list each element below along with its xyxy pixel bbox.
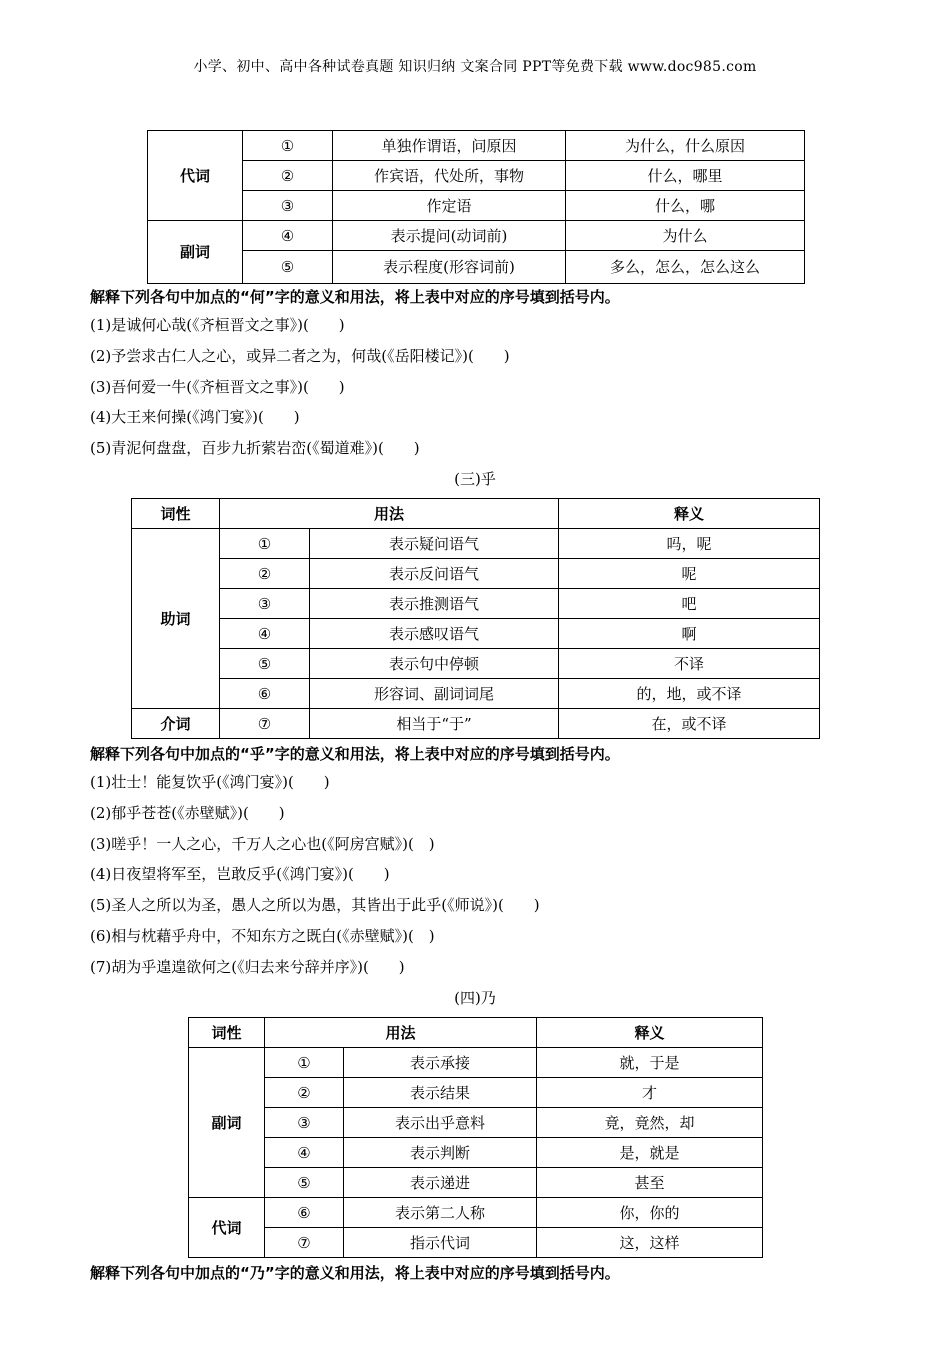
number-cell: ⑥ xyxy=(220,679,310,709)
table-row xyxy=(148,161,805,191)
usage-cell: 作宾语，代处所，事物 xyxy=(333,161,566,191)
header-usage: 用法 xyxy=(265,1018,537,1048)
usage-cell: 表示结果 xyxy=(344,1078,537,1108)
exercise-item: (2)予尝求古仁人之心，或异二者之为，何哉(《岳阳楼记》)( ) xyxy=(90,347,510,365)
meaning-cell: 为什么，什么原因 xyxy=(566,131,805,161)
exercise-item: (7)胡为乎遑遑欲何之(《归去来兮辞并序》)( ) xyxy=(90,958,405,976)
table-row xyxy=(132,649,820,679)
nai-usage-table xyxy=(188,1017,763,1258)
meaning-cell: 吧 xyxy=(559,589,820,619)
number-cell: ④ xyxy=(265,1138,344,1168)
usage-cell: 表示感叹语气 xyxy=(310,619,559,649)
table-row xyxy=(189,1138,763,1168)
header-pos: 词性 xyxy=(132,499,220,529)
meaning-cell: 啊 xyxy=(559,619,820,649)
number-cell: ① xyxy=(243,131,333,161)
page-header: 小学、初中、高中各种试卷真题 知识归纳 文案合同 PPT等免费下载 www.doc985.com xyxy=(193,59,757,75)
meaning-cell: 吗，呢 xyxy=(559,529,820,559)
usage-cell: 表示递进 xyxy=(344,1168,537,1198)
table-row xyxy=(132,529,820,559)
section-title-nai: (四)乃 xyxy=(454,989,496,1007)
number-cell: ⑤ xyxy=(243,251,333,284)
usage-cell: 相当于“于” xyxy=(310,709,559,739)
meaning-cell: 甚至 xyxy=(537,1168,763,1198)
meaning-cell: 就，于是 xyxy=(537,1048,763,1078)
pos-cell: 助词 xyxy=(132,529,220,709)
exercise-item: (6)相与枕藉乎舟中，不知东方之既白(《赤壁赋》)( ) xyxy=(90,927,435,945)
usage-cell: 表示判断 xyxy=(344,1138,537,1168)
meaning-cell: 竟，竟然，却 xyxy=(537,1108,763,1138)
section-title-hu: (三)乎 xyxy=(454,470,496,488)
pos-cell: 副词 xyxy=(148,221,243,284)
usage-cell: 表示出乎意料 xyxy=(344,1108,537,1138)
meaning-cell: 什么，哪 xyxy=(566,191,805,221)
hu-usage-table xyxy=(131,498,820,739)
number-cell: ⑦ xyxy=(265,1228,344,1258)
table-row xyxy=(132,499,820,529)
table-row xyxy=(189,1168,763,1198)
nai-instruction: 解释下列各句中加点的“乃”字的意义和用法，将上表中对应的序号填到括号内。 xyxy=(90,1264,620,1282)
pos-cell: 副词 xyxy=(189,1048,265,1198)
header-meaning: 释义 xyxy=(537,1018,763,1048)
exercise-item: (3)吾何爱一牛(《齐桓晋文之事》)( ) xyxy=(90,378,345,396)
number-cell: ③ xyxy=(243,191,333,221)
table-row xyxy=(148,131,805,161)
header-meaning: 释义 xyxy=(559,499,820,529)
meaning-cell: 才 xyxy=(537,1078,763,1108)
table-row xyxy=(132,559,820,589)
number-cell: ① xyxy=(265,1048,344,1078)
meaning-cell: 这，这样 xyxy=(537,1228,763,1258)
number-cell: ① xyxy=(220,529,310,559)
meaning-cell: 在，或不译 xyxy=(559,709,820,739)
number-cell: ③ xyxy=(220,589,310,619)
table-row xyxy=(132,619,820,649)
table-row xyxy=(148,221,805,251)
number-cell: ⑦ xyxy=(220,709,310,739)
usage-cell: 单独作谓语，问原因 xyxy=(333,131,566,161)
exercise-item: (3)嗟乎！一人之心，千万人之心也(《阿房宫赋》)( ) xyxy=(90,835,435,853)
table-row xyxy=(189,1048,763,1078)
table-row xyxy=(132,709,820,739)
table-row xyxy=(189,1198,763,1228)
header-pos: 词性 xyxy=(189,1018,265,1048)
usage-cell: 形容词、副词词尾 xyxy=(310,679,559,709)
exercise-item: (1)壮士！能复饮乎(《鸿门宴》)( ) xyxy=(90,773,330,791)
exercise-item: (5)青泥何盘盘，百步九折萦岩峦(《蜀道难》)( ) xyxy=(90,439,420,457)
meaning-cell: 什么，哪里 xyxy=(566,161,805,191)
number-cell: ② xyxy=(243,161,333,191)
usage-cell: 表示提问(动词前) xyxy=(333,221,566,251)
table-row xyxy=(189,1108,763,1138)
he-usage-table xyxy=(147,130,805,284)
usage-cell: 表示句中停顿 xyxy=(310,649,559,679)
usage-cell: 表示承接 xyxy=(344,1048,537,1078)
table-row xyxy=(132,589,820,619)
exercise-item: (4)日夜望将军至，岂敢反乎(《鸿门宴》)( ) xyxy=(90,865,390,883)
pos-cell: 代词 xyxy=(189,1198,265,1258)
number-cell: ③ xyxy=(265,1108,344,1138)
table-row xyxy=(132,679,820,709)
usage-cell: 表示推测语气 xyxy=(310,589,559,619)
number-cell: ④ xyxy=(243,221,333,251)
table-row xyxy=(189,1018,763,1048)
meaning-cell: 多么，怎么，怎么这么 xyxy=(566,251,805,284)
meaning-cell: 的，地，或不译 xyxy=(559,679,820,709)
hu-instruction: 解释下列各句中加点的“乎”字的意义和用法，将上表中对应的序号填到括号内。 xyxy=(90,745,620,763)
pos-cell: 代词 xyxy=(148,131,243,221)
meaning-cell: 呢 xyxy=(559,559,820,589)
usage-cell: 表示第二人称 xyxy=(344,1198,537,1228)
usage-cell: 表示疑问语气 xyxy=(310,529,559,559)
exercise-item: (4)大王来何操(《鸿门宴》)( ) xyxy=(90,408,300,426)
meaning-cell: 不译 xyxy=(559,649,820,679)
meaning-cell: 为什么 xyxy=(566,221,805,251)
table-row xyxy=(148,191,805,221)
usage-cell: 表示反问语气 xyxy=(310,559,559,589)
number-cell: ② xyxy=(265,1078,344,1108)
table-row xyxy=(148,251,805,284)
number-cell: ⑤ xyxy=(220,649,310,679)
he-instruction: 解释下列各句中加点的“何”字的意义和用法，将上表中对应的序号填到括号内。 xyxy=(90,288,620,306)
exercise-item: (2)郁乎苍苍(《赤壁赋》)( ) xyxy=(90,804,285,822)
usage-cell: 作定语 xyxy=(333,191,566,221)
table-row xyxy=(189,1078,763,1108)
number-cell: ② xyxy=(220,559,310,589)
number-cell: ⑥ xyxy=(265,1198,344,1228)
exercise-item: (5)圣人之所以为圣，愚人之所以为愚，其皆出于此乎(《师说》)( ) xyxy=(90,896,540,914)
header-usage: 用法 xyxy=(220,499,559,529)
meaning-cell: 你，你的 xyxy=(537,1198,763,1228)
exercise-item: (1)是诚何心哉(《齐桓晋文之事》)( ) xyxy=(90,316,345,334)
table-row xyxy=(189,1228,763,1258)
number-cell: ⑤ xyxy=(265,1168,344,1198)
pos-cell: 介词 xyxy=(132,709,220,739)
number-cell: ④ xyxy=(220,619,310,649)
usage-cell: 指示代词 xyxy=(344,1228,537,1258)
meaning-cell: 是，就是 xyxy=(537,1138,763,1168)
usage-cell: 表示程度(形容词前) xyxy=(333,251,566,284)
